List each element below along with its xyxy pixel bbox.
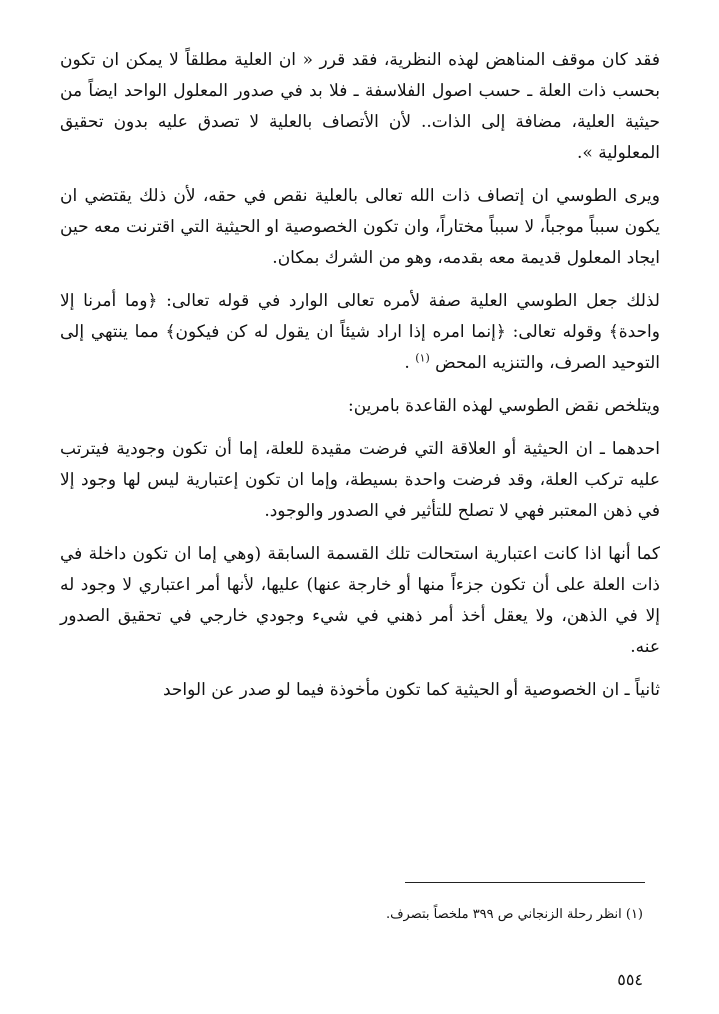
paragraph-3-period: . — [404, 353, 410, 373]
page-number: ٥٥٤ — [617, 970, 643, 989]
paragraph-4: ويتلخص نقض الطوسي لهذه القاعدة بامرين: — [347, 396, 660, 416]
paragraph-3-text: لذلك جعل الطوسي العلية صفة لأمره تعالى الوارد في قوله تعالى: ﴿وما أمرنا إلا واحدة﴾ وقوله تعالى: ﴿إنما امره إذا اراد شيئاً ان يقول له كن فيكون﴾ مما ينتهي إلى التوحيد الصرف، والتنزيه المحض — [60, 291, 660, 373]
footnote-divider — [405, 882, 645, 883]
paragraph-7: ثانياً ـ ان الخصوصية أو الحيثية كما تكون مأخوذة فيما لو صدر عن الواحد — [162, 680, 660, 700]
paragraph-2: ويرى الطوسي ان إتصاف ذات الله تعالى بالعلية نقص في حقه، لأن ذلك يقتضي ان يكون سبباً موجباً، لا سبباً مختاراً، وان تكون الخصوصية او الحيثية التي اقترنت معه حين ايجاد المعلول قديمة معه بقدمه، وهو من الشرك بمكان. — [60, 186, 660, 268]
paragraph-5: احدهما ـ ان الحيثية أو العلاقة التي فرضت مقيدة للعلة، إما أن تكون وجودية فيترتب عليه تركب العلة، وقد فرضت واحدة بسيطة، وإما ان تكون إعتبارية ليس لها وجود إلا في ذهن المعتبر فهي لا تصلح للتأثير في الصدور والوجود. — [60, 439, 660, 521]
footnote-reference: (١) — [415, 351, 430, 365]
paragraph-3 — [60, 286, 660, 379]
paragraph-6: كما أنها اذا كانت اعتبارية استحالت تلك القسمة السابقة (وهي إما ان تكون داخلة في ذات العلة على أن تكون جزءاً منها أو خارجة عنها) عليها، لأنها أمر اعتباري لا وجود له إلا في الذهن، ولا يعقل أخذ أمر ذهني في شيء وجودي خارجي في تحقيق الصدور عنه. — [60, 544, 660, 657]
footnote: (١) انظر رحلة الزنجاني ص ٣٩٩ ملخصاً بتصرف. — [385, 907, 643, 922]
page-body — [60, 45, 660, 706]
paragraph-1: فقد كان موقف المناهض لهذه النظرية، فقد قرر « ان العلية مطلقاً لا يمكن ان تكون بحسب ذات العلة ـ حسب اصول الفلاسفة ـ فلا بد في صدور المعلول الواحد ايضاً من حيثية العلية، مضافة إلى الذات.. لأن الأتصاف بالعلية لا تصدق عليه بدون تحقيق المعلولية ». — [60, 50, 660, 163]
